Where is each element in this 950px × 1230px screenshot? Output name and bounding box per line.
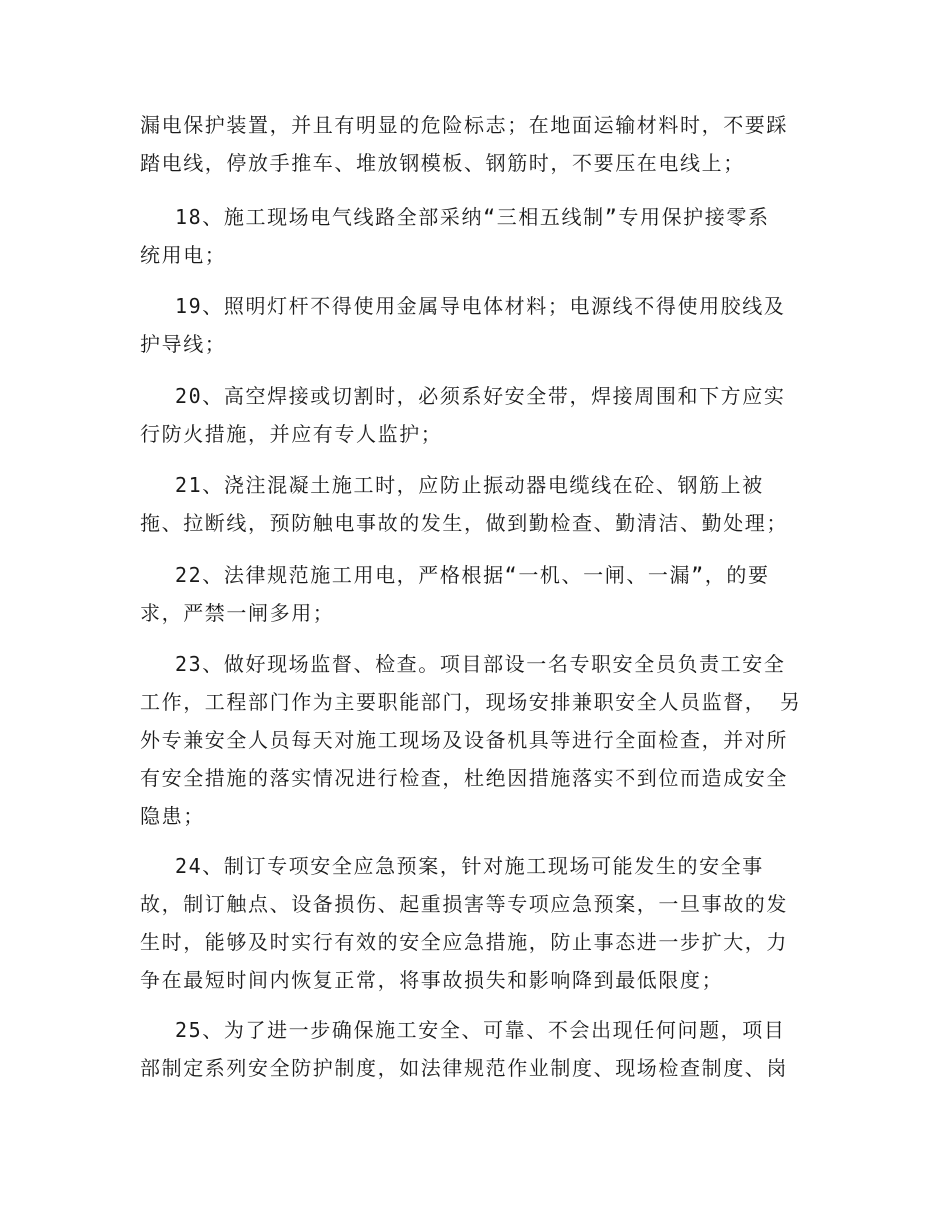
- paragraph-line: 拖、拉断线，预防触电事故的发生，做到勤检查、勤清洁、勤处理；: [140, 511, 788, 535]
- paragraph-line: 踏电线，停放手推车、堆放钢模板、钢筋时，不要压在电线上；: [140, 151, 745, 175]
- paragraph-line: 故，制订触点、设备损伤、起重损害等专项应急预案，一旦事故的发: [140, 892, 788, 916]
- paragraph-continuation: [140, 106, 820, 182]
- paragraph-line: 有安全措施的落实情况进行检查，杜绝因措施落实不到位而造成安全: [140, 766, 788, 790]
- paragraph-line: 外专兼安全人员每天对施工现场及设备机具等进行全面检查，并对所: [140, 728, 788, 752]
- paragraph-line: 22、法律规范施工用电，严格根据“一机、一闸、一漏”，的要: [175, 563, 770, 587]
- paragraph-line: 求，严禁一闸多用；: [140, 601, 335, 625]
- paragraph-item-21: [140, 466, 820, 542]
- paragraph-item-22: [140, 556, 820, 632]
- paragraph-line: 争在最短时间内恢复正常，将事故损失和影响降到最低限度；: [140, 968, 724, 992]
- paragraph-line: 部制定系列安全防护制度，如法律规范作业制度、现场检查制度、岗: [140, 1056, 788, 1080]
- paragraph-item-23: [140, 645, 820, 835]
- paragraph-item-24: [140, 847, 820, 999]
- paragraph-line: 20、高空焊接或切割时，必须系好安全带，焊接周围和下方应实: [175, 384, 786, 408]
- paragraph-line: 23、做好现场监督、检查。项目部设一名专职安全员负责工安全: [175, 652, 786, 676]
- paragraph-line: 隐患；: [140, 804, 205, 828]
- paragraph-line: 18、施工现场电气线路全部采纳“三相五线制”专用保护接零系: [175, 205, 770, 229]
- paragraph-line: 24、制订专项安全应急预案，针对施工现场可能发生的安全事: [175, 854, 764, 878]
- paragraph-item-25: [140, 1011, 820, 1087]
- paragraph-item-18: [140, 198, 820, 274]
- paragraph-item-19: [140, 287, 820, 363]
- paragraph-line: 护导线；: [140, 332, 227, 356]
- paragraph-line: 21、浇注混凝土施工时，应防止振动器电缆线在砼、钢筋上被: [175, 473, 764, 497]
- paragraph-item-20: [140, 377, 820, 453]
- paragraph-line: 生时，能够及时实行有效的安全应急措施，防止事态进一步扩大，力: [140, 930, 788, 954]
- paragraph-line: 漏电保护装置，并且有明显的危险标志；在地面运输材料时，不要踩: [140, 113, 788, 137]
- paragraph-line: 统用电；: [140, 243, 227, 267]
- paragraph-line: 19、照明灯杆不得使用金属导电体材料；电源线不得使用胶线及: [175, 294, 786, 318]
- paragraph-line: 工作，工程部门作为主要职能部门，现场安排兼职安全人员监督， 另: [140, 690, 802, 714]
- paragraph-line: 行防火措施，并应有专人监护；: [140, 422, 443, 446]
- paragraph-line: 25、为了进一步确保施工安全、可靠、不会出现任何问题，项目: [175, 1018, 786, 1042]
